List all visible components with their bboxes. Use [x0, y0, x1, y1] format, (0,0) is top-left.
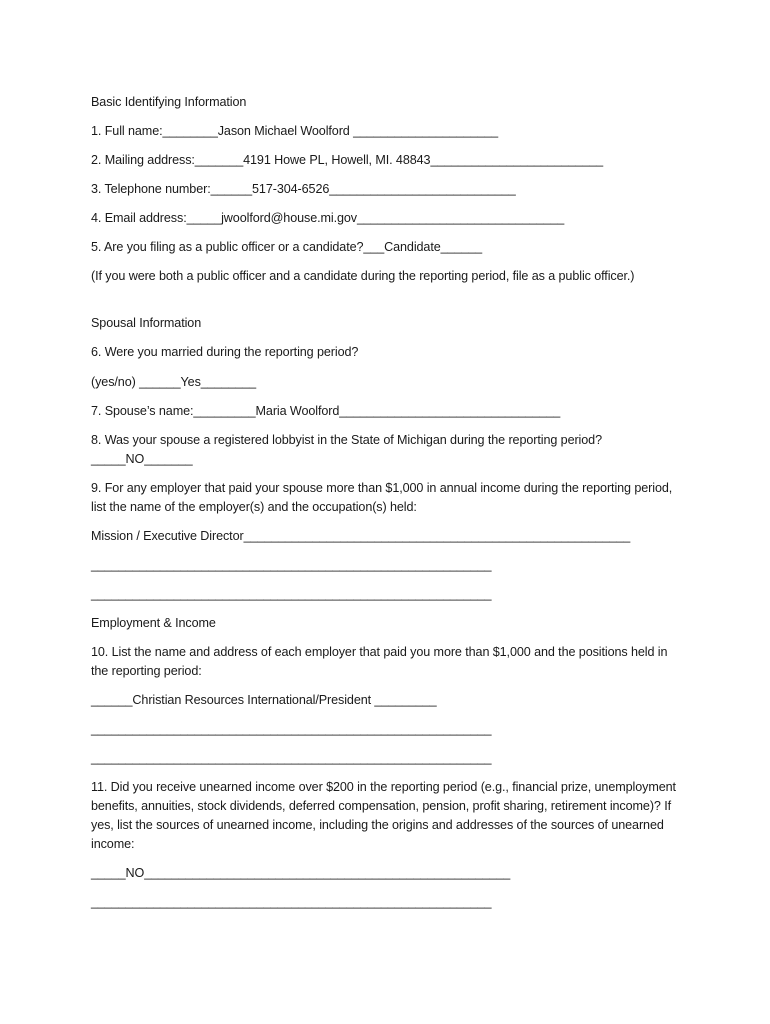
unearned-income-answer: _____NO_____________________________________________________ — [91, 866, 511, 880]
email-field: 4. Email address:_____jwoolford@house.mi.gov______________________________ — [91, 211, 565, 225]
spouse-name-field: 7. Spouse’s name:_________Maria Woolford________________________________ — [91, 404, 561, 418]
spouse-employer-answer: Mission / Executive Director________________________________________________________ — [91, 529, 631, 543]
filing-status-note: (If you were both a public officer and a candidate during the reporting period, file as a public officer.) — [91, 269, 635, 283]
married-question: 6. Were you married during the reporting period? — [91, 345, 359, 359]
spouse-employer-blank-line: __________________________________________________________ — [91, 587, 492, 601]
mailing-address-field: 2. Mailing address:_______4191 Howe PL, Howell, MI. 48843_________________________ — [91, 153, 604, 167]
employer-blank-line: __________________________________________________________ — [91, 722, 492, 736]
unearned-income-blank-line: __________________________________________________________ — [91, 895, 492, 909]
section-heading-basic: Basic Identifying Information — [91, 95, 247, 109]
spouse-lobbyist-question: 8. Was your spouse a registered lobbyist in the State of Michigan during the reporting period? _____NO_______ — [91, 433, 602, 466]
married-answer: (yes/no) ______Yes________ — [91, 375, 256, 389]
telephone-field: 3. Telephone number:______517-304-6526___________________________ — [91, 182, 516, 196]
spouse-employer-question: 9. For any employer that paid your spouse more than $1,000 in annual income during the reporting period, list the name of the employer(s) and the occupation(s) held: — [91, 481, 673, 514]
spouse-employer-blank-line: __________________________________________________________ — [91, 558, 492, 572]
section-heading-employment: Employment & Income — [91, 616, 216, 630]
employer-answer: ______Christian Resources International/President _________ — [91, 693, 437, 707]
filing-status-field: 5. Are you filing as a public officer or a candidate?___Candidate______ — [91, 240, 483, 254]
employer-question: 10. List the name and address of each employer that paid you more than $1,000 and the positions held in the reporting period: — [91, 645, 668, 678]
unearned-income-question: 11. Did you receive unearned income over $200 in the reporting period (e.g., financial prize, unemployment benefits, annuities, stock dividends, deferred compensation, pension, profit sharing, retirement income)? If yes, list the sources of unearned income, including the origins and addresses of the sources of unearned income: — [91, 780, 676, 851]
full-name-field: 1. Full name:________Jason Michael Woolford _____________________ — [91, 124, 499, 138]
section-heading-spousal: Spousal Information — [91, 316, 202, 330]
employer-blank-line: __________________________________________________________ — [91, 751, 492, 765]
